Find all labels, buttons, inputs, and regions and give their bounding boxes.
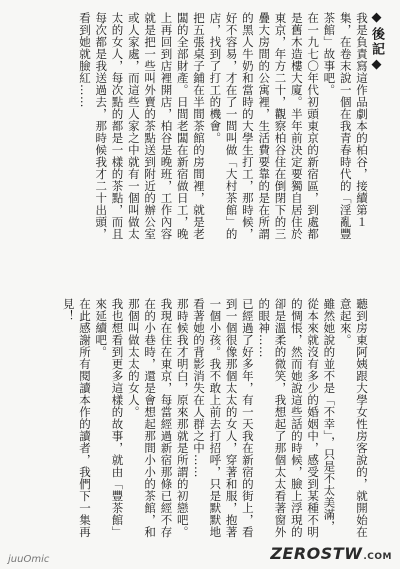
body-text-bottom: 聽到房東阿姨跟大學女性房客說的，就開始在意起來。 雖然她說的並不是「不幸」，只是不太美滿，從本來就沒有多少的婚姻中，感受到某種不明的惆悵，然而她說這些話的時候，臉上浮現的卻是溫柔的微笑，我想起了那個太太看著窗外的眼神…… 已經過了好多年，有一天我在新宿的街上，看到一個很像那個太太的女人，穿著和服，抱著一個小孩。我不敢上前去打招呼，只是默默地看著她的背影消失在人群之中…… 那時候我才明白，原來那就是所謂的初戀吧。 我現在住在東京，每當經過新宿那條已經不存在的小巷時，還是會想起那間小小的茶館，和那個叫做太太的女人。 我也想看到更多這樣的故事，就由「豐茶館」來延續吧。 在此感謝所有閱讀本作的讀者，我們下一集再見！: [61, 298, 369, 538]
brand-logo: juuOmic: [8, 554, 50, 565]
section-divider: [26, 285, 372, 286]
afterword-heading: ◆後記◆: [369, 10, 384, 74]
watermark-logo: [270, 544, 392, 563]
watermark-sub: .COM: [363, 552, 392, 562]
body-text-top: 我是負責寫這作品劇本的柏谷，接續第１集，在卷末說一個在我青春時代的「淫亂豐茶館」故事吧。 在一九七〇年代初頭東京的新宿區，到處都是舊木造樓大廈。半年前決定要獨自居住於東京，年方二十，觀察柏谷住在倒閉下的三疊大房間的公寓裡，生活費要靠的是在所謂的黑人牛奶和當時的大學生打工，那時候，好不容易，才在了一間叫做「大村茶館」的店，找到了打工的機會。 把五張桌子鋪在半間茶館的房間裡，就是老闆的全部財產。日間老闆在新宿做日工，晚上再回到店裡開店，柏谷是晚班，工作內容就是把一些叫外賣的茶點送到附近的辦公室或人家處，而這些人家之中就有一個叫做太太的女人，每次點的都是一樣的茶點，而且每次都是我送過去，那時候我才二十出頭，看到她就臉紅……: [77, 12, 369, 240]
watermark-main: ZEROSTW: [270, 544, 363, 563]
